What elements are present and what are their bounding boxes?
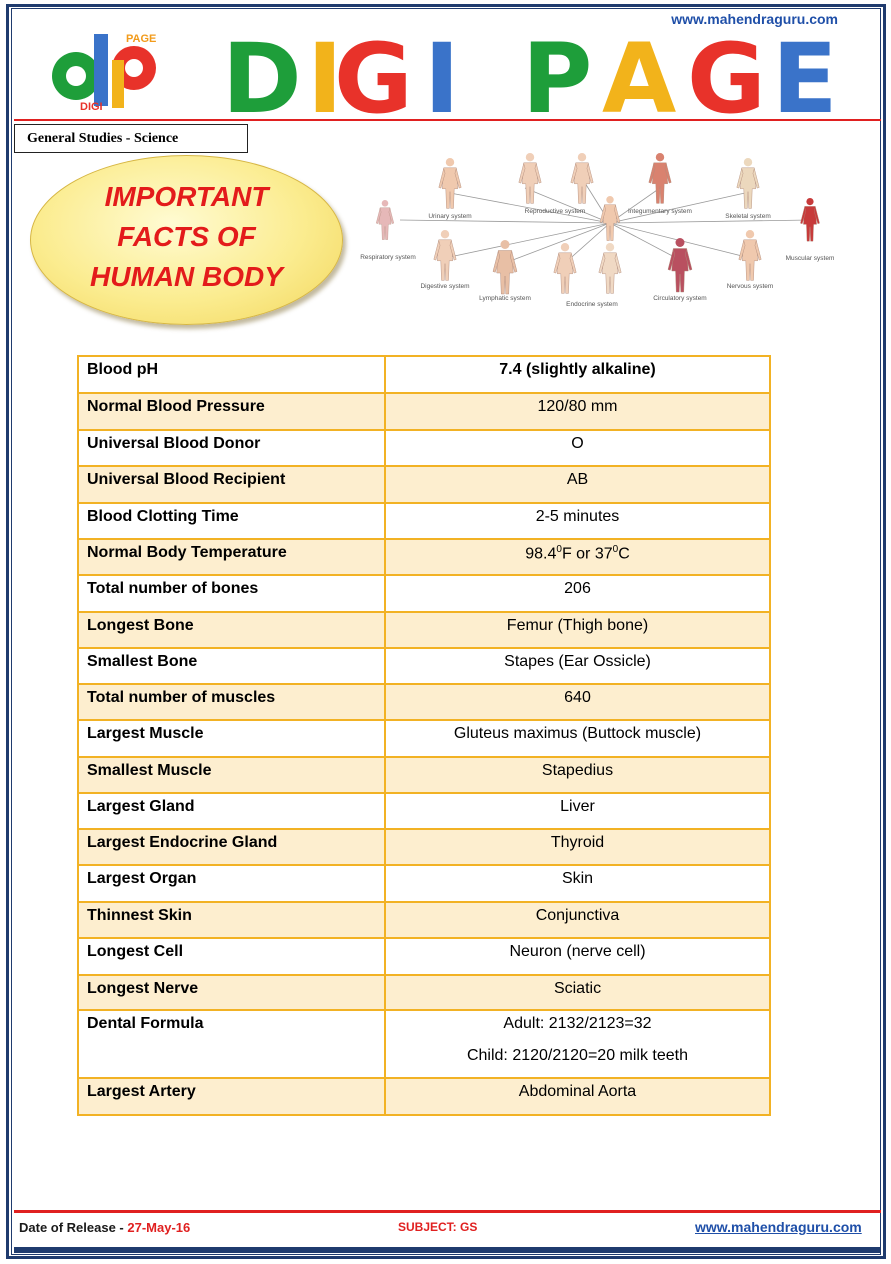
- fact-label: Longest Nerve: [78, 975, 385, 1010]
- value-text: Femur (Thigh bone): [506, 617, 649, 634]
- fact-value: [385, 1078, 770, 1115]
- table-row: [78, 575, 770, 612]
- banner-letter: D: [222, 28, 302, 118]
- table-row: [78, 902, 770, 938]
- value-text: AB: [566, 471, 589, 488]
- value-text: Skin: [561, 870, 594, 887]
- table-row: [78, 865, 770, 902]
- header-site-link[interactable]: www.mahendraguru.com: [671, 11, 838, 27]
- body-figure-illustration: [649, 153, 671, 203]
- fact-value: [385, 938, 770, 975]
- value-text: 206: [564, 580, 591, 597]
- body-figure-illustration: [737, 158, 759, 208]
- value-text: C: [618, 545, 630, 563]
- label-integumentary: Integumentary system: [628, 208, 692, 215]
- body-figure-illustration: [376, 200, 394, 240]
- label-reproductive: Reproductive system: [524, 208, 586, 215]
- label-nervous: Nervous system: [726, 283, 774, 290]
- table-row: [78, 539, 770, 575]
- value-text: 98.4: [525, 545, 557, 563]
- fact-value: [385, 865, 770, 902]
- release-date: [19, 1220, 190, 1235]
- logo-text-bottom: DIGI: [80, 101, 103, 112]
- release-date-value: 27-May-16: [127, 1220, 191, 1235]
- label-respiratory: Respiratory system: [360, 254, 416, 261]
- table-row: [78, 793, 770, 829]
- digi-page-banner: [222, 28, 847, 118]
- value-text: Stapes (Ear Ossicle): [504, 653, 651, 670]
- fact-label: Universal Blood Donor: [78, 430, 385, 466]
- fact-value: [385, 356, 770, 393]
- table-row: [78, 975, 770, 1010]
- fact-value: [385, 902, 770, 938]
- fact-value: [385, 539, 770, 575]
- fact-value: [385, 430, 770, 466]
- value-text: 120/80 mm: [537, 398, 618, 415]
- body-figure-illustration: [493, 240, 517, 294]
- fact-value: [385, 975, 770, 1010]
- table-row: [78, 720, 770, 757]
- fact-value: [385, 503, 770, 539]
- table-row: [78, 393, 770, 430]
- table-row: [78, 1078, 770, 1115]
- value-text: F or 37: [561, 545, 613, 563]
- header-divider: [14, 119, 881, 121]
- body-systems-figure: [360, 148, 865, 318]
- logo-blue-bar: [94, 34, 108, 106]
- fact-value: [385, 575, 770, 612]
- body-figure-illustration: [800, 198, 819, 241]
- fact-label: Total number of muscles: [78, 684, 385, 720]
- fact-label: Universal Blood Recipient: [78, 466, 385, 503]
- value-text: 2-5 minutes: [535, 508, 620, 525]
- fact-value: [385, 757, 770, 793]
- table-row: [78, 430, 770, 466]
- fact-value: [385, 793, 770, 829]
- fact-label: Smallest Bone: [78, 648, 385, 684]
- fact-label: Largest Artery: [78, 1078, 385, 1115]
- body-figure-illustration: [519, 153, 541, 203]
- fact-label: Blood pH: [78, 356, 385, 393]
- value-text: O: [571, 435, 584, 452]
- fact-value: [385, 393, 770, 430]
- banner-letter: A: [602, 28, 677, 118]
- title-line-2: FACTS OF: [117, 221, 256, 252]
- label-muscular: Muscular system: [785, 255, 835, 262]
- table-row: [78, 684, 770, 720]
- value-text: Thyroid: [550, 834, 605, 851]
- subject-label: General Studies - Science: [14, 124, 248, 153]
- fact-label: Longest Cell: [78, 938, 385, 975]
- value-text: Stapedius: [541, 762, 614, 779]
- banner-letter: P: [522, 28, 593, 118]
- label-endocrine: Endocrine system: [566, 301, 618, 308]
- body-figure-illustration: [571, 153, 593, 203]
- body-figure-illustration: [439, 158, 461, 208]
- release-date-label: Date of Release -: [19, 1220, 128, 1235]
- body-figure-illustration: [600, 196, 620, 241]
- label-circulatory: Circulatory system: [653, 295, 707, 302]
- fact-label: Largest Endocrine Gland: [78, 829, 385, 865]
- fact-value: [385, 1010, 770, 1078]
- fact-label: Normal Blood Pressure: [78, 393, 385, 430]
- value-text: Gluteus maximus (Buttock muscle): [453, 725, 702, 742]
- table-row: [78, 356, 770, 393]
- degree-superscript: 0: [556, 544, 562, 555]
- title-line-1: IMPORTANT: [104, 181, 269, 212]
- fact-label: Largest Muscle: [78, 720, 385, 757]
- fact-value: [385, 684, 770, 720]
- table-row: [78, 829, 770, 865]
- fact-value: [385, 720, 770, 757]
- body-figure-illustration: [434, 230, 456, 280]
- footer-divider: [14, 1210, 881, 1213]
- value-text: Adult: 2132/2123=32: [503, 1015, 652, 1032]
- footer-site-link[interactable]: www.mahendraguru.com: [695, 1219, 862, 1235]
- fact-label: Longest Bone: [78, 612, 385, 648]
- value-text: Sciatic: [553, 980, 602, 997]
- body-figure-illustration: [599, 243, 621, 293]
- table-row: [78, 1010, 770, 1078]
- table-row: [78, 466, 770, 503]
- value-text: Conjunctiva: [535, 907, 620, 924]
- label-skeletal: Skeletal system: [725, 213, 771, 220]
- fact-label: Dental Formula: [78, 1010, 385, 1078]
- body-figure-illustration: [668, 238, 692, 292]
- fact-value: [385, 612, 770, 648]
- footer-band: [14, 1247, 881, 1253]
- body-figure-illustration: [554, 243, 576, 293]
- logo-yellow-stem: [112, 60, 124, 108]
- fact-label: Normal Body Temperature: [78, 539, 385, 575]
- value-text: Neuron (nerve cell): [509, 943, 646, 960]
- value-text: Abdominal Aorta: [518, 1083, 637, 1100]
- banner-letter: I: [424, 28, 460, 118]
- label-digestive: Digestive system: [420, 283, 470, 290]
- value-text: 7.4 (slightly alkaline): [499, 361, 656, 378]
- footer-subject: SUBJECT: GS: [398, 1220, 478, 1234]
- banner-letter: G: [334, 28, 413, 118]
- table-row: [78, 503, 770, 539]
- value-text: Liver: [560, 798, 595, 815]
- digi-page-logo: [42, 30, 177, 112]
- label-lymphatic: Lymphatic system: [479, 295, 531, 302]
- banner-letter: I: [307, 28, 343, 118]
- fact-label: Smallest Muscle: [78, 757, 385, 793]
- value-text: 640: [564, 689, 591, 706]
- fact-label: Total number of bones: [78, 575, 385, 612]
- table-row: [78, 612, 770, 648]
- fact-value: [385, 648, 770, 684]
- fact-value: [385, 829, 770, 865]
- title-line-3: HUMAN BODY: [90, 261, 283, 292]
- fact-label: Largest Organ: [78, 865, 385, 902]
- banner-letter: E: [772, 28, 838, 118]
- degree-superscript: 0: [612, 544, 619, 555]
- table-row: [78, 938, 770, 975]
- body-figure-illustration: [739, 230, 761, 280]
- banner-letter: G: [687, 28, 766, 118]
- fact-value: [385, 466, 770, 503]
- value-text-line2: Child: 2120/2120=20 milk teeth: [466, 1047, 689, 1064]
- table-row: [78, 757, 770, 793]
- logo-text-top: PAGE: [126, 33, 157, 45]
- facts-table: [77, 355, 771, 1116]
- table-row: [78, 648, 770, 684]
- label-urinary: Urinary system: [428, 213, 472, 220]
- fact-label: Largest Gland: [78, 793, 385, 829]
- fact-label: Blood Clotting Time: [78, 503, 385, 539]
- fact-label: Thinnest Skin: [78, 902, 385, 938]
